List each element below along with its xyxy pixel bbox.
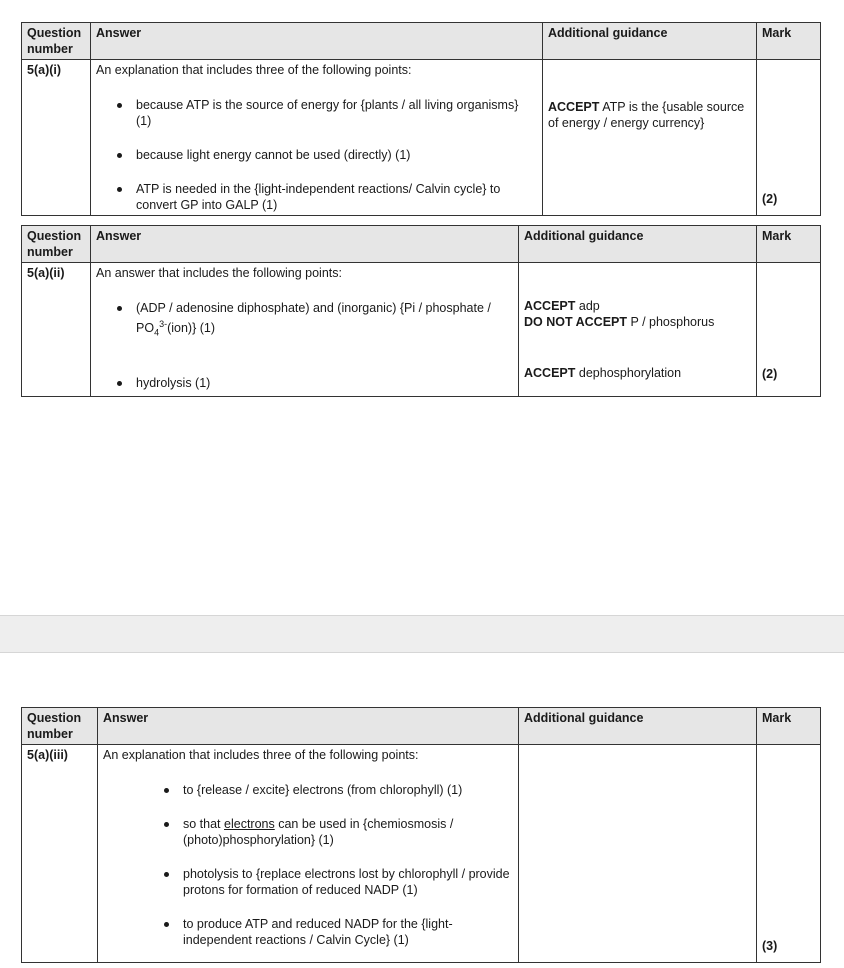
header-mark: Mark [757, 708, 821, 745]
answer-cell [91, 60, 543, 216]
mark-scheme-table-5aii [21, 225, 821, 397]
answer-points [103, 782, 513, 948]
mark-scheme-table-5aiii [21, 707, 821, 963]
header-question-number: Question number [22, 23, 91, 60]
header-guidance: Additional guidance [543, 23, 757, 60]
header-mark: Mark [757, 23, 821, 60]
answer-point: hydrolysis (1) [136, 375, 513, 391]
answer-point: so that electrons can be used in {chemiosmosis / (photo)phosphorylation} (1) [183, 816, 513, 848]
question-number: 5(a)(i) [22, 60, 91, 216]
answer-intro: An explanation that includes three of the following points: [96, 63, 412, 77]
header-guidance: Additional guidance [519, 226, 757, 263]
answer-point: to {release / excite} electrons (from chlorophyll) (1) [183, 782, 513, 798]
guidance-reject: DO NOT ACCEPT P / phosphorus [524, 315, 715, 329]
answer-cell [91, 263, 519, 397]
mark-value: (3) [757, 745, 821, 963]
answer-point: because light energy cannot be used (directly) (1) [136, 147, 537, 163]
answer-intro: An answer that includes the following points: [96, 266, 342, 280]
guidance-cell [519, 263, 757, 397]
header-mark: Mark [757, 226, 821, 263]
guidance-cell [543, 60, 757, 216]
guidance-accept: ACCEPT dephosphorylation [524, 366, 682, 380]
answer-points [96, 97, 537, 213]
mark-value: (2) [757, 60, 821, 216]
answer-point: to produce ATP and reduced NADP for the {light-independent reactions / Calvin Cycle} (1) [183, 916, 513, 948]
header-answer: Answer [91, 226, 519, 263]
question-number: 5(a)(iii) [22, 745, 98, 963]
answer-intro: An explanation that includes three of the following points: [103, 748, 419, 762]
answer-cell [98, 745, 519, 963]
answer-point: (ADP / adenosine diphosphate) and (inorganic) {Pi / phosphate / $PO_4^{3-}(ion)$} (1) [136, 300, 513, 341]
header-guidance: Additional guidance [519, 708, 757, 745]
question-number: 5(a)(ii) [22, 263, 91, 397]
answer-point: because ATP is the source of energy for {plants / all living organisms} (1) [136, 97, 537, 129]
guidance-cell [519, 745, 757, 963]
guidance-accept: ACCEPT ATP is the {usable source of energy / energy currency} [548, 100, 745, 130]
mark-value: (2) [757, 263, 821, 397]
header-answer: Answer [98, 708, 519, 745]
answer-points [96, 300, 513, 391]
header-question-number: Question number [22, 226, 91, 263]
page-separator [0, 615, 844, 653]
header-answer: Answer [91, 23, 543, 60]
answer-point: photolysis to {replace electrons lost by chlorophyll / provide protons for formation of reduced NADP (1) [183, 866, 513, 898]
guidance-accept: ACCEPT adp [524, 299, 600, 313]
header-question-number: Question number [22, 708, 98, 745]
mark-scheme-table-5ai [21, 22, 821, 216]
answer-point: ATP is needed in the {light-independent reactions/ Calvin cycle} to convert GP into GALP (1) [136, 181, 537, 213]
